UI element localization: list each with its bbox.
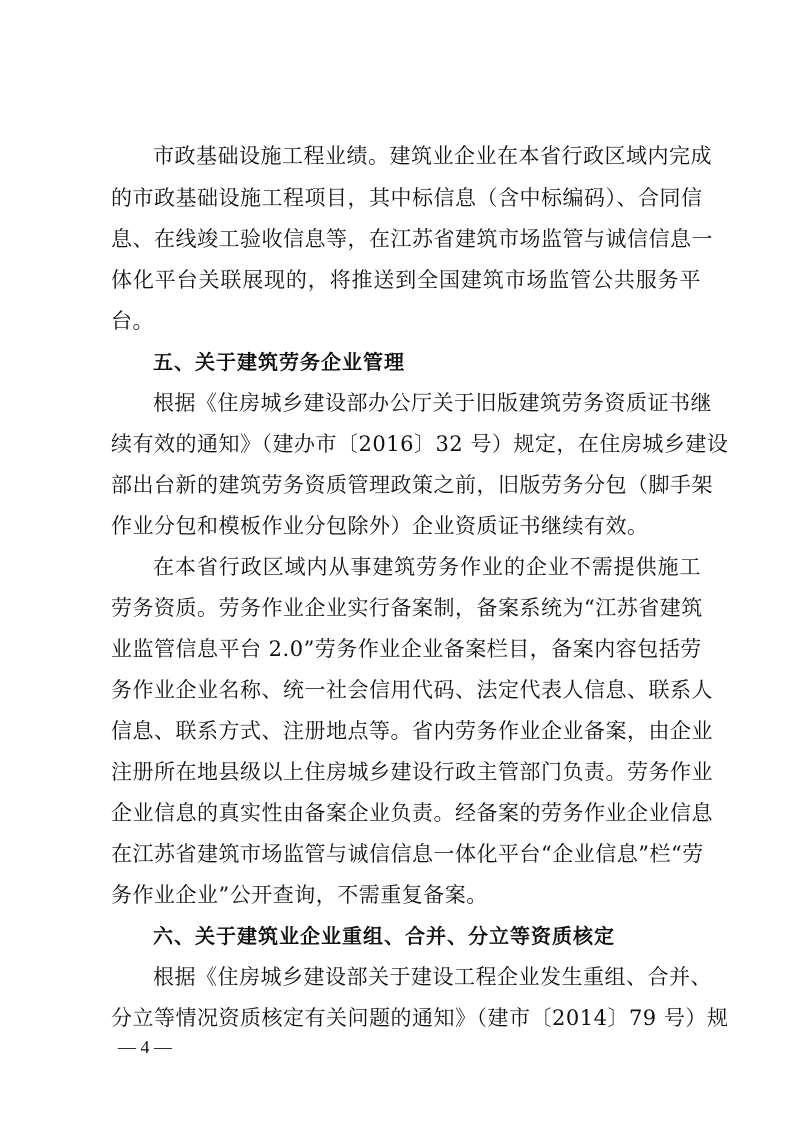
paragraph-line: 务作业企业”公开查询，不需重复备案。 <box>111 883 488 907</box>
paragraph-line: 劳务资质。劳务作业企业实行备案制，备案系统为“江苏省建筑 <box>111 596 703 620</box>
paragraph-line: 根据《住房城乡建设部办公厅关于旧版建筑劳务资质证书继 <box>153 391 712 415</box>
paragraph-line: 在江苏省建筑市场监管与诚信信息一体化平台“企业信息”栏“劳 <box>111 842 704 866</box>
section-heading: 六、关于建筑业企业重组、合并、分立等资质核定 <box>153 924 615 948</box>
paragraph-line: 注册所在地县级以上住房城乡建设行政主管部门负责。劳务作业 <box>111 760 713 784</box>
paragraph-line: 务作业企业名称、统一社会信用代码、法定代表人信息、联系人 <box>111 678 713 702</box>
paragraph-line: 的市政基础设施工程项目，其中标信息（含中标编码）、合同信 <box>111 186 703 210</box>
section-heading: 五、关于建筑劳务企业管理 <box>153 350 405 374</box>
paragraph-line: 企业信息的真实性由备案企业负责。经备案的劳务作业企业信息 <box>111 801 713 825</box>
paragraph-line: 市政基础设施工程业绩。建筑业企业在本省行政区域内完成 <box>153 144 712 168</box>
paragraph-line: 作业分包和模板作业分包除外）企业资质证书继续有效。 <box>111 514 649 538</box>
paragraph-line: 在本省行政区域内从事建筑劳务作业的企业不需提供施工 <box>153 555 701 579</box>
page-number: — 4 — <box>118 1037 172 1057</box>
paragraph-line: 续有效的通知》（建办市〔2016〕32 号）规定，在住房城乡建设 <box>111 432 729 456</box>
paragraph-line: 业监管信息平台 2.0”劳务作业企业备案栏目，备案内容包括劳 <box>111 637 702 661</box>
paragraph-line: 息、在线竣工验收信息等，在江苏省建筑市场监管与诚信信息一 <box>111 227 713 251</box>
paragraph-line: 台。 <box>111 309 154 333</box>
paragraph-line: 体化平台关联展现的，将推送到全国建筑市场监管公共服务平 <box>111 268 701 292</box>
paragraph-line: 部出台新的建筑劳务资质管理政策之前，旧版劳务分包（脚手架 <box>111 473 713 497</box>
paragraph-line: 分立等情况资质核定有关问题的通知》（建市〔2014〕79 号）规 <box>111 1006 729 1030</box>
paragraph-line: 根据《住房城乡建设部关于建设工程企业发生重组、合并、 <box>153 965 712 989</box>
paragraph-line: 信息、联系方式、注册地点等。省内劳务作业企业备案，由企业 <box>111 719 713 743</box>
